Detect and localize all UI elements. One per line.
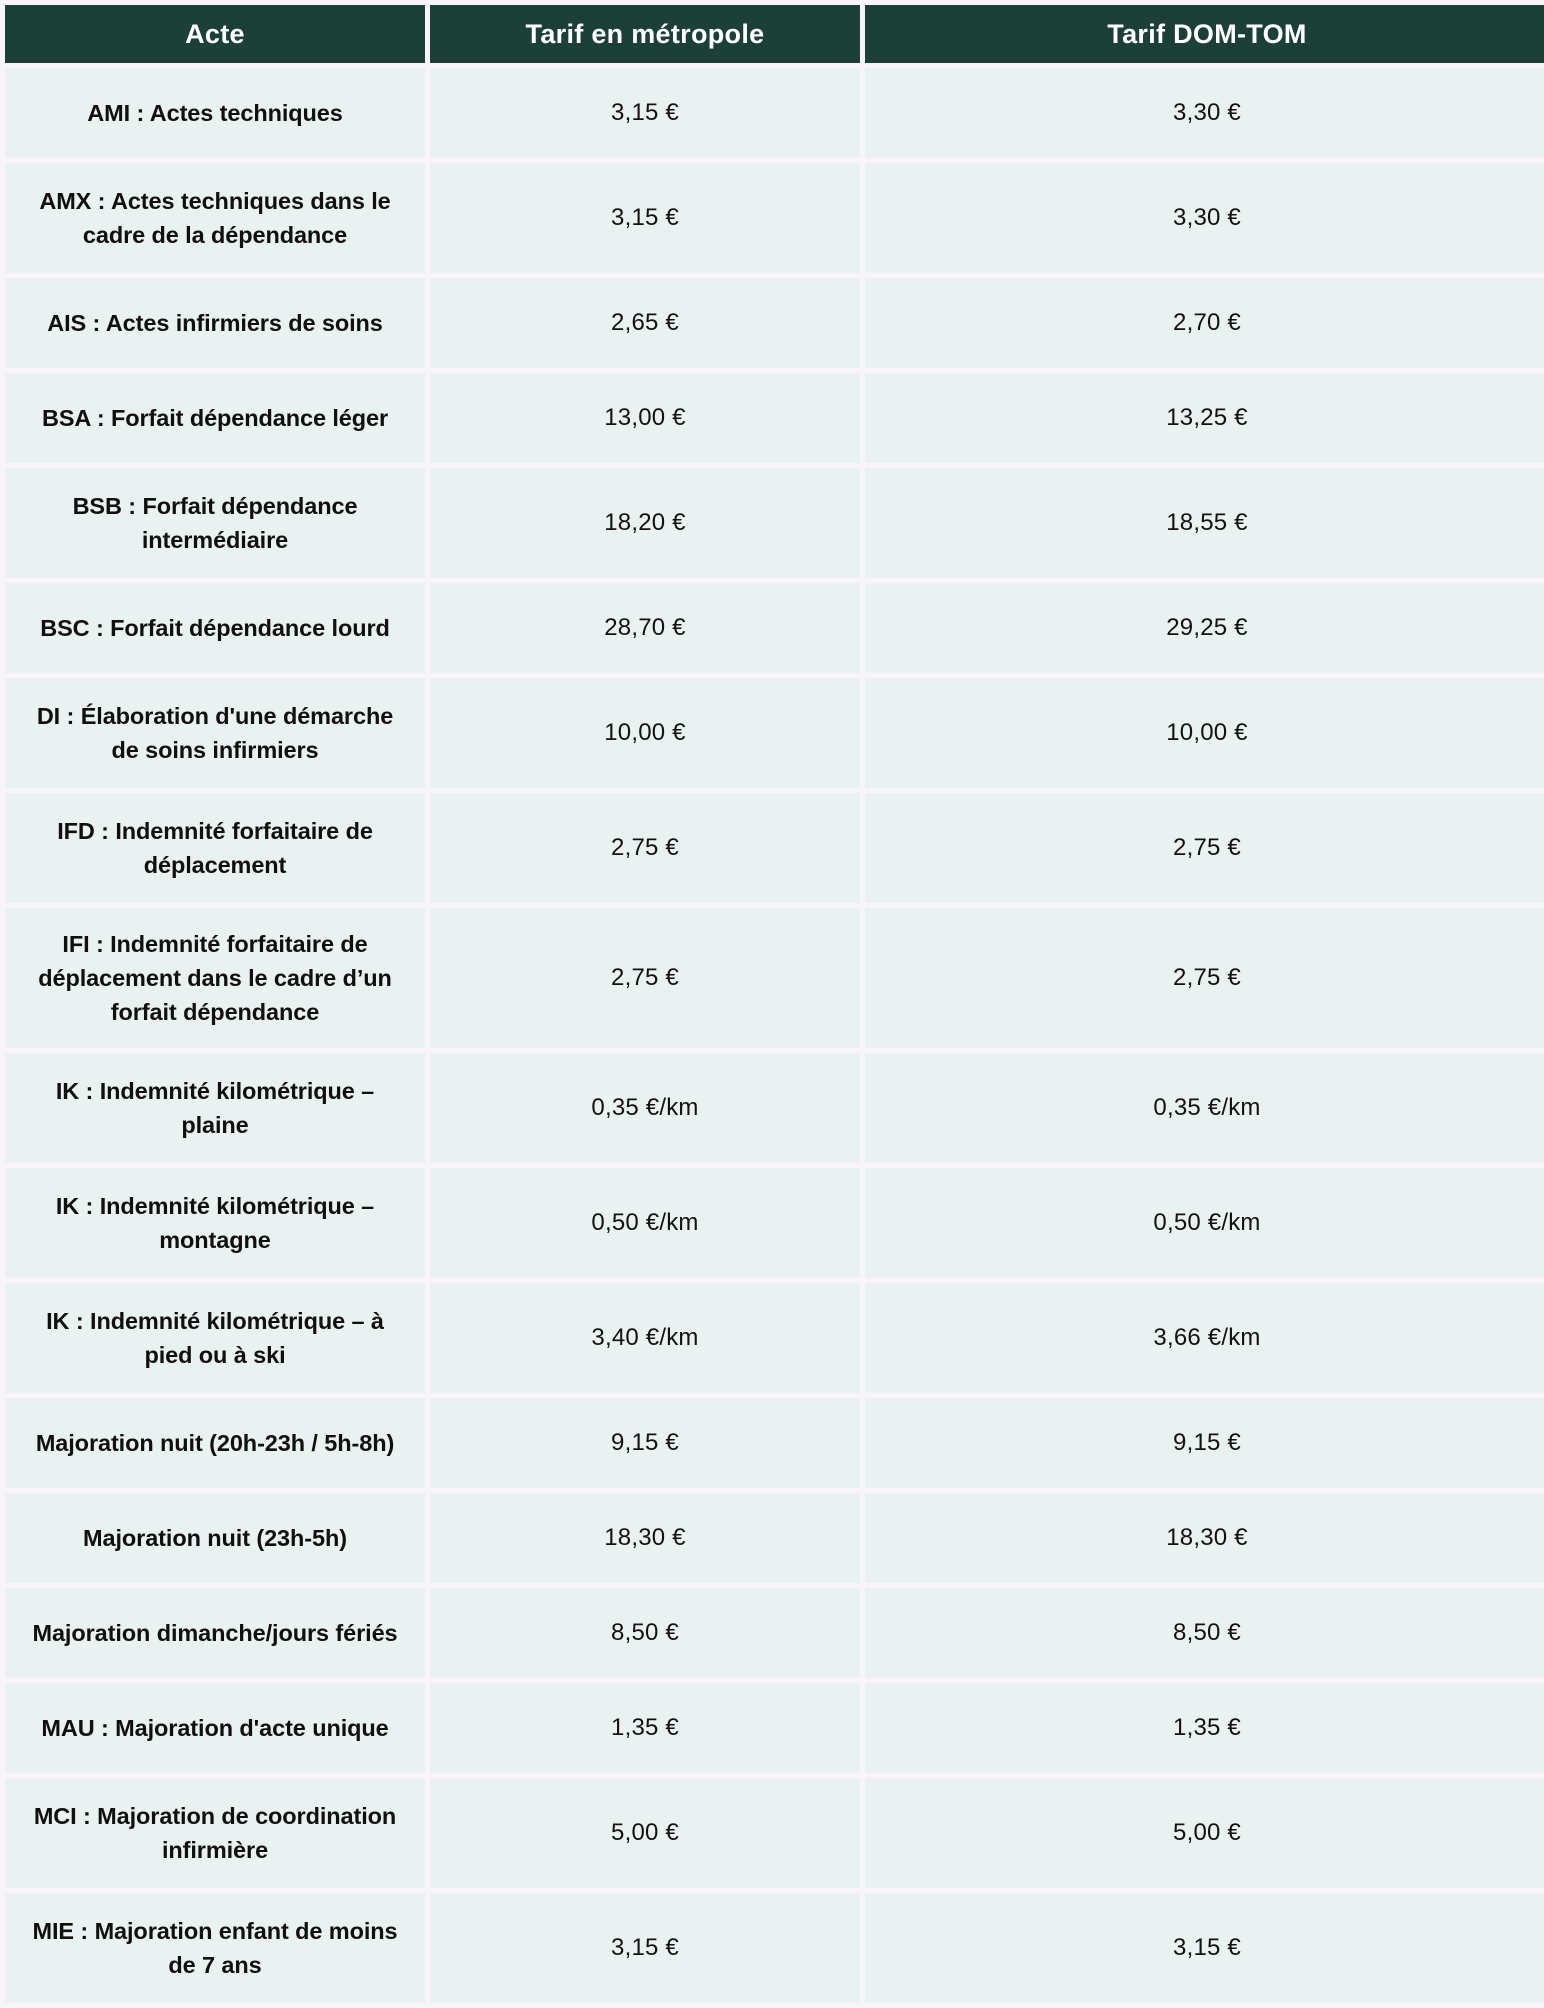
table-row xyxy=(5,908,1544,1048)
table-row xyxy=(5,1683,1544,1773)
cell-tarif-metropole: 5,00 € xyxy=(430,1778,860,1888)
cell-acte: IK : Indemnité kilométrique – plaine xyxy=(5,1053,425,1163)
table-row xyxy=(5,1053,1544,1163)
table-row xyxy=(5,583,1544,673)
cell-tarif-metropole: 2,65 € xyxy=(430,278,860,368)
cell-tarif-metropole: 8,50 € xyxy=(430,1588,860,1678)
cell-tarif-dom-tom: 10,00 € xyxy=(865,678,1544,788)
cell-tarif-metropole: 28,70 € xyxy=(430,583,860,673)
cell-tarif-dom-tom: 2,75 € xyxy=(865,908,1544,1048)
cell-tarif-metropole: 2,75 € xyxy=(430,793,860,903)
cell-tarif-dom-tom: 18,30 € xyxy=(865,1493,1544,1583)
cell-tarif-metropole: 9,15 € xyxy=(430,1398,860,1488)
table-row xyxy=(5,1398,1544,1488)
cell-acte: IFD : Indemnité forfaitaire de déplacement xyxy=(5,793,425,903)
table-row xyxy=(5,68,1544,158)
table-header xyxy=(5,5,1544,63)
cell-acte: BSA : Forfait dépendance léger xyxy=(5,373,425,463)
column-header-acte: Acte xyxy=(5,5,425,63)
table-row xyxy=(5,373,1544,463)
cell-acte: AMX : Actes techniques dans le cadre de la dépendance xyxy=(5,163,425,273)
cell-acte: MAU : Majoration d'acte unique xyxy=(5,1683,425,1773)
cell-tarif-metropole: 3,40 €/km xyxy=(430,1283,860,1393)
cell-acte: IK : Indemnité kilométrique – montagne xyxy=(5,1168,425,1278)
cell-acte: Majoration dimanche/jours fériés xyxy=(5,1588,425,1678)
header-row xyxy=(5,5,1544,63)
cell-acte: BSC : Forfait dépendance lourd xyxy=(5,583,425,673)
table-body xyxy=(5,68,1544,2003)
cell-acte: IFI : Indemnité forfaitaire de déplacement dans le cadre d’un forfait dépendance xyxy=(5,908,425,1048)
cell-tarif-metropole: 18,30 € xyxy=(430,1493,860,1583)
cell-tarif-dom-tom: 3,15 € xyxy=(865,1893,1544,2003)
table-row xyxy=(5,468,1544,578)
cell-tarif-dom-tom: 5,00 € xyxy=(865,1778,1544,1888)
cell-tarif-dom-tom: 2,70 € xyxy=(865,278,1544,368)
table-row xyxy=(5,678,1544,788)
cell-tarif-dom-tom: 3,66 €/km xyxy=(865,1283,1544,1393)
cell-tarif-metropole: 3,15 € xyxy=(430,1893,860,2003)
table-row xyxy=(5,278,1544,368)
cell-acte: BSB : Forfait dépendance intermédiaire xyxy=(5,468,425,578)
cell-tarif-metropole: 0,35 €/km xyxy=(430,1053,860,1163)
cell-acte: Majoration nuit (23h-5h) xyxy=(5,1493,425,1583)
cell-tarif-metropole: 3,15 € xyxy=(430,68,860,158)
cell-acte: IK : Indemnité kilométrique – à pied ou à ski xyxy=(5,1283,425,1393)
cell-acte: DI : Élaboration d'une démarche de soins infirmiers xyxy=(5,678,425,788)
cell-tarif-dom-tom: 13,25 € xyxy=(865,373,1544,463)
table-row xyxy=(5,1283,1544,1393)
cell-tarif-dom-tom: 8,50 € xyxy=(865,1588,1544,1678)
cell-acte: AMI : Actes techniques xyxy=(5,68,425,158)
cell-tarif-dom-tom: 1,35 € xyxy=(865,1683,1544,1773)
cell-tarif-metropole: 2,75 € xyxy=(430,908,860,1048)
cell-acte: AIS : Actes infirmiers de soins xyxy=(5,278,425,368)
cell-acte: Majoration nuit (20h-23h / 5h-8h) xyxy=(5,1398,425,1488)
cell-tarif-metropole: 3,15 € xyxy=(430,163,860,273)
table-row xyxy=(5,1893,1544,2003)
cell-tarif-dom-tom: 3,30 € xyxy=(865,68,1544,158)
cell-acte: MIE : Majoration enfant de moins de 7 ans xyxy=(5,1893,425,2003)
cell-tarif-dom-tom: 18,55 € xyxy=(865,468,1544,578)
cell-tarif-metropole: 0,50 €/km xyxy=(430,1168,860,1278)
cell-tarif-dom-tom: 0,35 €/km xyxy=(865,1053,1544,1163)
cell-tarif-dom-tom: 2,75 € xyxy=(865,793,1544,903)
table-row xyxy=(5,793,1544,903)
table-row xyxy=(5,1493,1544,1583)
cell-tarif-dom-tom: 29,25 € xyxy=(865,583,1544,673)
table-row xyxy=(5,1588,1544,1678)
column-header-tarif-dom-tom: Tarif DOM-TOM xyxy=(865,5,1544,63)
cell-acte: MCI : Majoration de coordination infirmière xyxy=(5,1778,425,1888)
cell-tarif-dom-tom: 3,30 € xyxy=(865,163,1544,273)
cell-tarif-metropole: 1,35 € xyxy=(430,1683,860,1773)
table-row xyxy=(5,163,1544,273)
table-row xyxy=(5,1168,1544,1278)
cell-tarif-metropole: 13,00 € xyxy=(430,373,860,463)
column-header-tarif-metropole: Tarif en métropole xyxy=(430,5,860,63)
cell-tarif-dom-tom: 9,15 € xyxy=(865,1398,1544,1488)
table-row xyxy=(5,1778,1544,1888)
cell-tarif-metropole: 18,20 € xyxy=(430,468,860,578)
cell-tarif-metropole: 10,00 € xyxy=(430,678,860,788)
cell-tarif-dom-tom: 0,50 €/km xyxy=(865,1168,1544,1278)
